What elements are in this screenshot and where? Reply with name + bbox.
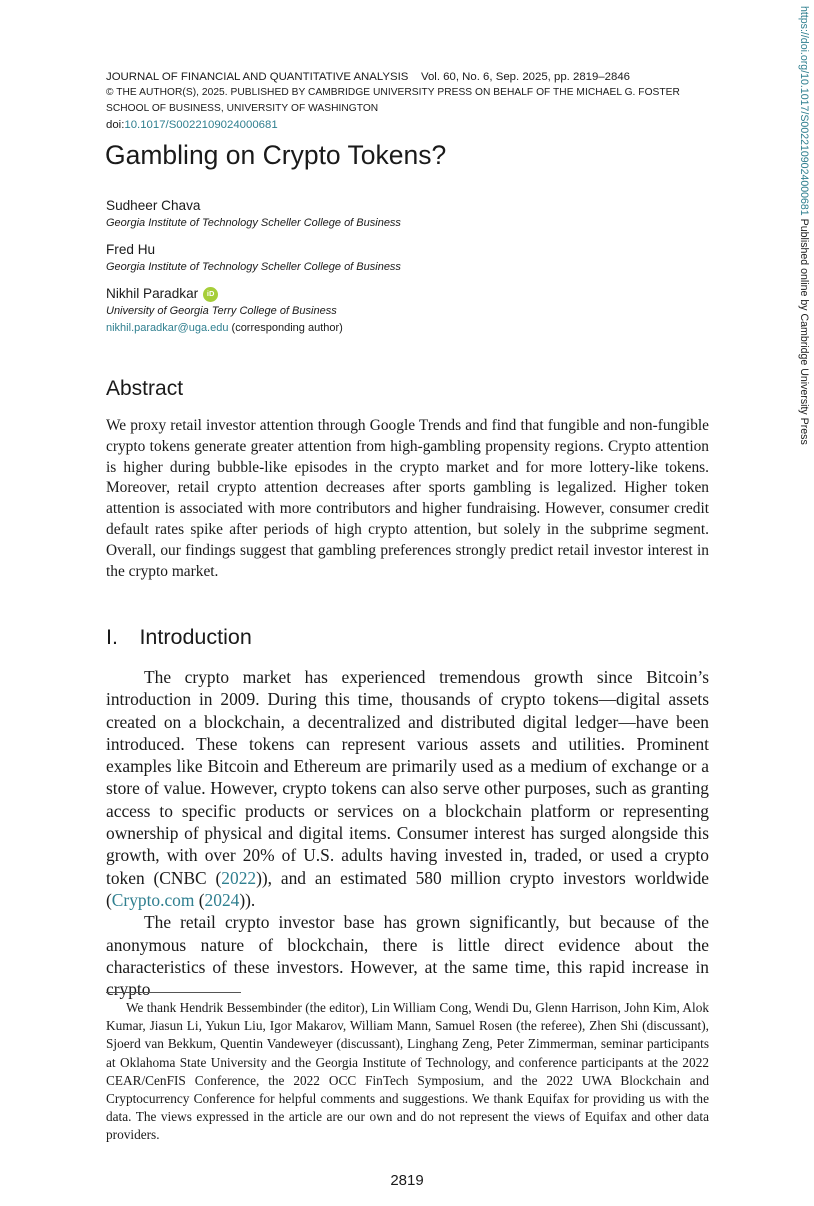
abstract-heading: Abstract — [106, 377, 184, 400]
intro-paragraph-2: The retail crypto investor base has grown significantly, but because of the anonymous nature of blockchain, there is little direct evidence about the characteristics of these investors. However, at the same time, this rapid increase in crypto — [106, 912, 709, 1000]
author-email-link[interactable]: nikhil.paradkar@uga.edu — [106, 322, 229, 334]
acknowledgement-footnote: We thank Hendrik Bessembinder (the editor), Lin William Cong, Wendi Du, Glenn Harrison, John Kim, Alok Kumar, Jiasun Li, Yukun Liu, Igor Makarov, William Mann, Samuel Rosen (the referee), Zhen Shi (discussant), Sjoerd van Bekkum, Quentin Vandeweyer (discussant), Linghang Zeng, Peter Zimmerman, seminar participants at Oklahoma State University and the Georgia Institute of Technology, and conference participants at the 2022 CEAR/CenFIS Conference, the 2022 OCC FinTech Symposium, and the 2022 UWA Blockchain and Cryptocurrency Conference for helpful comments and suggestions. We thank Equifax for providing us with the data. The views expressed in the article are our own and do not represent the views of Equifax and other data providers. — [106, 1000, 709, 1143]
intro-paragraph-1 — [106, 666, 709, 911]
author-contact — [106, 320, 706, 337]
author-affiliation: Georgia Institute of Technology Scheller College of Business — [106, 261, 401, 273]
author-block — [106, 285, 706, 337]
author-name: Sudheer Chava — [106, 198, 201, 213]
author-name: Fred Hu — [106, 242, 156, 257]
intro-text: The crypto market has experienced tremendous growth since Bitcoin’s introduction in 2009. During this time, thousands of crypto tokens—digital assets created on a blockchain, a decentralized and distributed digital ledger—have been introduced. These tokens can represent various assets and utilities. Prominent examples like Bitcoin and Ethereum are primarily used as a medium of exchange or a store of value. However, crypto tokens can also serve other purposes, such as granting access to specific products or services on a blockchain platform or representing ownership of physical and digital items. Consumer interest has surged alongside this growth, with over 20% of U.S. adults having invested in, traded, or used a crypto token (CNBC ( — [106, 667, 709, 888]
author-affiliation: University of Georgia Terry College of Business — [106, 305, 337, 317]
volume-info: Vol. 60, No. 6, Sep. 2025, pp. 2819–2846 — [421, 71, 630, 83]
intro-text: ( — [194, 889, 205, 910]
intro-text: )), and an estimated 580 million crypto investors worldwide ( — [106, 867, 709, 910]
footnote-divider — [106, 992, 241, 993]
citation-link-crypto-com[interactable]: Crypto.com — [111, 889, 195, 910]
intro-text: )). — [239, 889, 256, 910]
copyright-line-2: SCHOOL OF BUSINESS, UNIVERSITY OF WASHINGTON — [106, 103, 379, 114]
introduction-heading: I. Introduction — [106, 625, 252, 649]
abstract-text: We proxy retail investor attention through Google Trends and find that fungible and non-fungible crypto tokens generate greater attention from high-gambling propensity regions. Crypto attention is higher during bubble-like episodes in the crypto market and for more lottery-like tokens. Moreover, retail crypto attention decreases after sports gambling is legalized. Higher token attention is associated with more contributors and higher fundraising. However, consumer credit default rates spike after periods of high crypto attention, but solely in the subprime segment. Overall, our findings suggest that gambling preferences strongly predict retail investor interest in the crypto market. — [106, 417, 709, 580]
author-affiliation: Georgia Institute of Technology Scheller College of Business — [106, 217, 401, 229]
citation-link-cnbc-2022[interactable]: 2022 — [221, 867, 257, 888]
corresponding-note: (corresponding author) — [228, 322, 343, 334]
orcid-icon[interactable]: iD — [203, 287, 218, 302]
article-title: Gambling on Crypto Tokens? — [105, 140, 447, 170]
sidebar-published-text: Published online by Cambridge University Press — [798, 215, 810, 445]
sidebar-doi-link[interactable]: https://doi.org/10.1017/S0022109024000681 — [798, 6, 810, 216]
doi-label: doi: — [106, 119, 125, 131]
author-block — [106, 241, 706, 276]
author-list — [106, 197, 706, 346]
doi-line — [106, 117, 726, 133]
author-name: Nikhil Paradkar — [106, 286, 199, 301]
copyright-line-1: © THE AUTHOR(S), 2025. PUBLISHED BY CAMBRIDGE UNIVERSITY PRESS ON BEHALF OF THE MICHAEL G. FOSTER — [106, 87, 680, 98]
citation-link-crypto-2024[interactable]: 2024 — [204, 889, 240, 910]
page-number: 2819 — [390, 1172, 424, 1189]
introduction-body — [106, 666, 709, 1000]
author-block — [106, 197, 706, 232]
sidebar-doi-strip — [790, 6, 812, 496]
journal-name: JOURNAL OF FINANCIAL AND QUANTITATIVE ANALYSIS — [106, 71, 409, 83]
doi-link[interactable]: 10.1017/S0022109024000681 — [124, 119, 278, 131]
journal-header — [106, 69, 726, 133]
author-name-row — [106, 285, 706, 303]
journal-line — [106, 69, 726, 85]
